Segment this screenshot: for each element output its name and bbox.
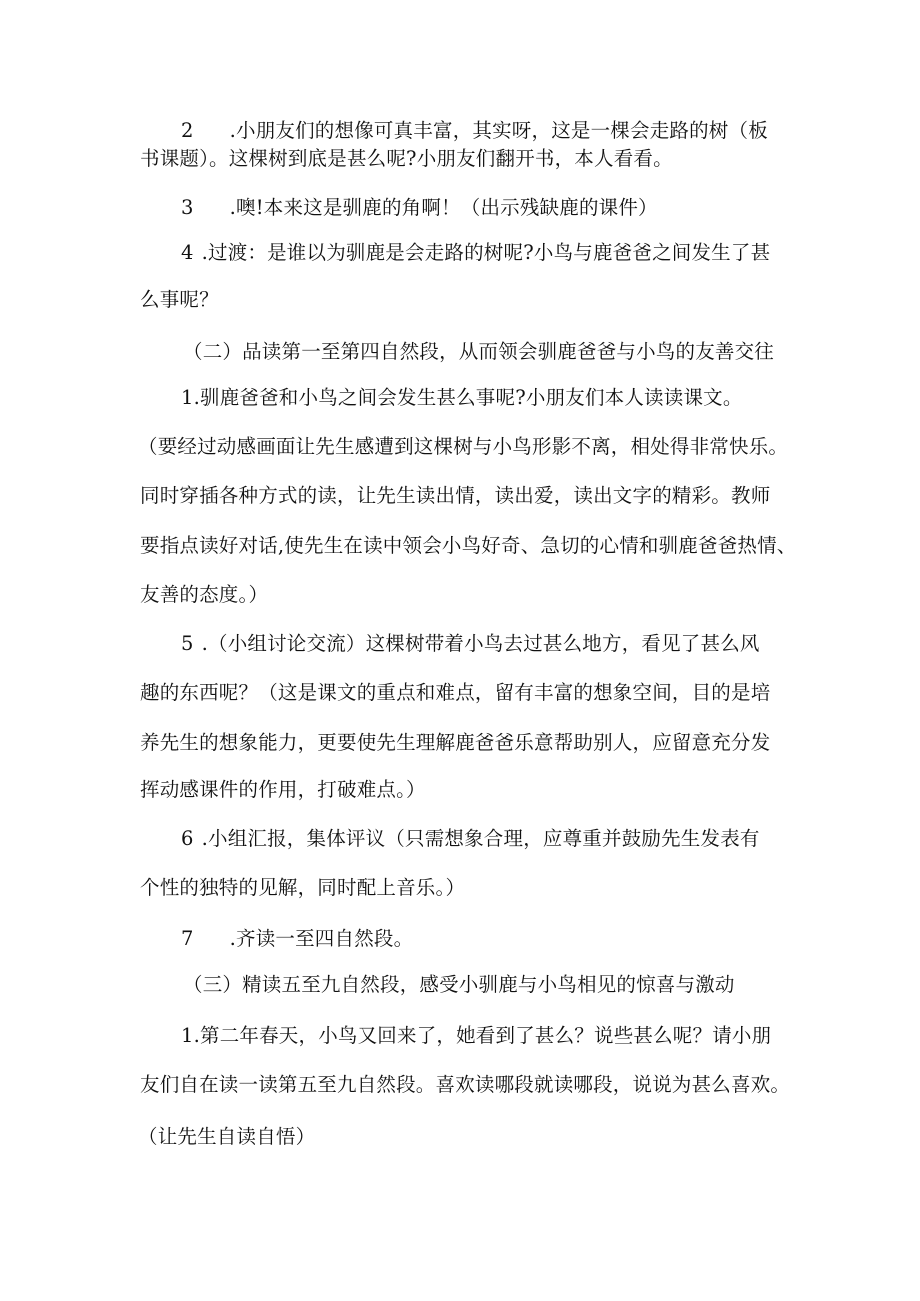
paragraph-number: 3 [181,196,194,219]
section-heading-2: （二）品读第一至第四自然段，从而领会驯鹿爸爸与小鸟的友善交往 [183,340,775,363]
section-3-item-1-line-1: 1.第二年春天，小鸟又回来了，她看到了甚么？说些甚么呢？请小朋 [181,1024,772,1047]
paragraph-number: 6 [181,827,194,850]
paragraph-number: 5 [181,632,194,655]
section-2-item-1-line-3: 同时穿插各种方式的读，让先生读出情，读出爱，读出文字的精彩。教师 [140,484,771,507]
paragraph-text: .噢!本来这是驯鹿的角啊！（出示残缺鹿的课件） [229,196,658,219]
paragraph-3-line-1 [181,195,658,221]
paragraph-text: .齐读一至四自然段。 [229,927,414,950]
section-3-item-1-line-3: （让先生自读自悟） [138,1125,316,1148]
paragraph-5-line-4: 挥动感课件的作用，打破难点。） [140,778,426,801]
section-heading-3: （三）精读五至九自然段，感受小驯鹿与小鸟相见的惊喜与激动 [183,973,735,996]
paragraph-text: .（小组讨论交流）这棵树带着小鸟去过甚么地方，看见了甚么风 [201,632,760,655]
paragraph-text: .小朋友们的想像可真丰富，其实呀，这是一棵会走路的树（板 [229,119,768,142]
section-2-item-1-line-1: 1.驯鹿爸爸和小鸟之间会发生甚么事呢?小朋友们本人读读课文。 [181,386,743,409]
section-2-item-1-line-4: 要指点读好对话,使先生在读中领会小鸟好奇、急切的心情和驯鹿爸爸热情、 [140,534,797,557]
paragraph-number: 4 [181,241,194,264]
paragraph-number: 2 [181,119,194,142]
paragraph-5-line-1 [181,631,760,657]
paragraph-5-line-2: 趣的东西呢？（这是课文的重点和难点，留有丰富的想象空间，目的是培 [140,681,771,704]
paragraph-2-line-1 [181,118,768,144]
paragraph-2-line-2: 书课题）。这棵树到底是甚么呢?小朋友们翻开书，本人看看。 [140,147,673,170]
paragraph-4-line-2: 么事呢？ [140,288,219,311]
paragraph-4-line-1 [181,240,770,266]
paragraph-6-line-2: 个性的独特的见解，同时配上音乐。） [140,876,466,899]
paragraph-text: .过渡：是谁以为驯鹿是会走路的树呢?小鸟与鹿爸爸之间发生了甚 [201,241,771,264]
paragraph-number: 7 [181,927,194,950]
paragraph-5-line-3: 养先生的想象能力，更要使先生理解鹿爸爸乐意帮助别人，应留意充分发 [140,731,771,754]
paragraph-text: .小组汇报，集体评议（只需想象合理，应尊重并鼓励先生发表有 [201,827,760,850]
paragraph-7-line-1 [181,926,413,952]
paragraph-6-line-1 [181,826,760,852]
section-2-item-1-line-2: （要经过动感画面让先生感遭到这棵树与小鸟形影不离，相处得非常快乐。 [138,435,789,458]
section-3-item-1-line-2: 友们自在读一读第五至九自然段。喜欢读哪段就读哪段，说说为甚么喜欢。 [140,1073,791,1096]
section-2-item-1-line-5: 友善的态度。） [140,583,269,606]
